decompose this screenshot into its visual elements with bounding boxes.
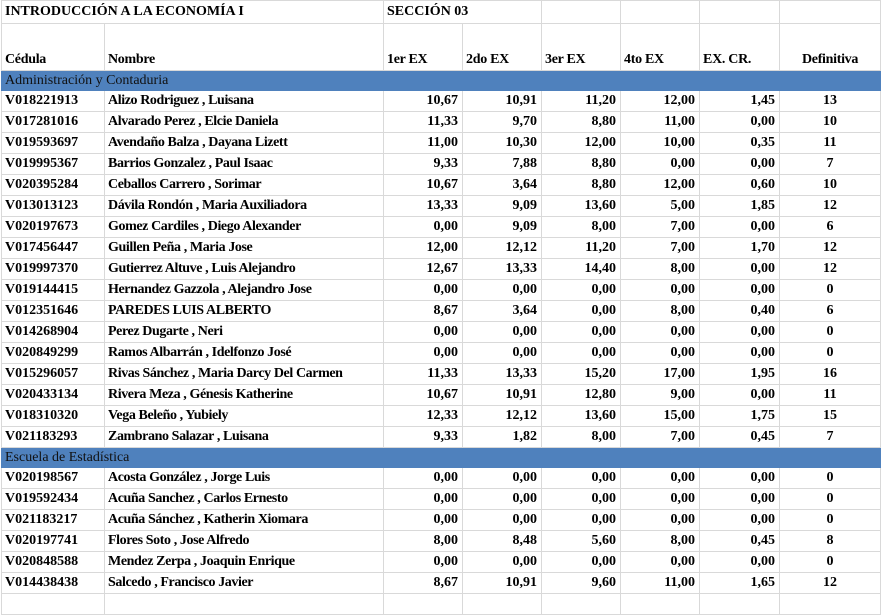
nombre-cell[interactable]: Guillen Peña , Maria Jose [105,238,384,259]
ex3-cell[interactable]: 0,00 [542,510,621,531]
ex4-cell[interactable]: 0,00 [621,280,700,301]
ex2-cell[interactable]: 12,12 [463,238,542,259]
ex4-cell[interactable]: 17,00 [621,364,700,385]
table-row [2,489,881,510]
ex3-cell[interactable]: 11,20 [542,91,621,112]
ex1-cell[interactable]: 11,33 [384,112,463,133]
excr-cell[interactable]: 0,00 [700,468,780,489]
nombre-cell[interactable]: Zambrano Salazar , Luisana [105,427,384,448]
table-row [2,385,881,406]
nombre-cell[interactable]: Rivera Meza , Génesis Katherine [105,385,384,406]
excr-cell[interactable]: 0,00 [700,385,780,406]
sheet-title[interactable]: INTRODUCCIÓN A LA ECONOMÍA I [2,1,384,24]
excr-cell[interactable]: 0,00 [700,112,780,133]
table-row [2,343,881,364]
empty-cell[interactable] [542,594,621,615]
definitiva-cell[interactable]: 13 [780,91,881,112]
header-ex1[interactable]: 1er EX [384,24,463,71]
ex3-cell[interactable]: 9,60 [542,573,621,594]
definitiva-cell[interactable]: 10 [780,112,881,133]
section-label[interactable]: Administración y Contaduria [2,71,881,91]
nombre-cell[interactable]: Dávila Rondón , Maria Auxiliadora [105,196,384,217]
nombre-cell[interactable]: Perez Dugarte , Neri [105,322,384,343]
ex3-cell[interactable]: 12,00 [542,133,621,154]
definitiva-cell[interactable]: 7 [780,427,881,448]
ex3-cell[interactable]: 13,60 [542,196,621,217]
header-excr[interactable]: EX. CR. [700,24,780,71]
table-row [2,510,881,531]
ex1-cell[interactable]: 0,00 [384,510,463,531]
excr-cell[interactable]: 0,00 [700,552,780,573]
header-definitiva[interactable]: Definitiva [780,24,881,71]
excr-cell[interactable]: 1,95 [700,364,780,385]
definitiva-cell[interactable]: 6 [780,301,881,322]
ex2-cell[interactable]: 9,09 [463,217,542,238]
cedula-cell[interactable]: V017456447 [2,238,105,259]
section-code[interactable]: SECCIÓN 03 [384,1,542,24]
ex2-cell[interactable]: 10,91 [463,91,542,112]
table-row [2,301,881,322]
ex4-cell[interactable]: 11,00 [621,112,700,133]
title-row [2,1,881,24]
ex4-cell[interactable]: 0,00 [621,468,700,489]
ex3-cell[interactable]: 0,00 [542,343,621,364]
table-row [2,154,881,175]
table-row [2,91,881,112]
definitiva-cell[interactable]: 12 [780,259,881,280]
definitiva-cell[interactable]: 11 [780,385,881,406]
definitiva-cell[interactable]: 8 [780,531,881,552]
table-row [2,427,881,448]
ex4-cell[interactable]: 12,00 [621,175,700,196]
table-row [2,322,881,343]
ex2-cell[interactable]: 0,00 [463,489,542,510]
nombre-cell[interactable]: Alvarado Perez , Elcie Daniela [105,112,384,133]
header-ex4[interactable]: 4to EX [621,24,700,71]
ex2-cell[interactable]: 7,88 [463,154,542,175]
ex2-cell[interactable]: 3,64 [463,175,542,196]
empty-cell[interactable] [384,594,463,615]
ex2-cell[interactable]: 13,33 [463,364,542,385]
excr-cell[interactable]: 1,65 [700,573,780,594]
ex3-cell[interactable]: 13,60 [542,406,621,427]
ex3-cell[interactable]: 8,80 [542,154,621,175]
cedula-cell[interactable]: V013013123 [2,196,105,217]
cedula-cell[interactable]: V015296057 [2,364,105,385]
cedula-cell[interactable]: V018221913 [2,91,105,112]
cedula-cell[interactable]: V020848588 [2,552,105,573]
empty-cell[interactable] [542,1,621,24]
ex1-cell[interactable]: 12,00 [384,238,463,259]
table-row [2,133,881,154]
nombre-cell[interactable]: Gutierrez Altuve , Luis Alejandro [105,259,384,280]
ex1-cell[interactable]: 0,00 [384,468,463,489]
ex1-cell[interactable]: 9,33 [384,427,463,448]
table-row [2,364,881,385]
ex1-cell[interactable]: 12,67 [384,259,463,280]
definitiva-cell[interactable]: 16 [780,364,881,385]
ex4-cell[interactable]: 0,00 [621,322,700,343]
cedula-cell[interactable]: V014268904 [2,322,105,343]
table-row [2,552,881,573]
excr-cell[interactable]: 1,45 [700,91,780,112]
cedula-cell[interactable]: V019995367 [2,154,105,175]
ex3-cell[interactable]: 8,00 [542,427,621,448]
nombre-cell[interactable]: Avendaño Balza , Dayana Lizett [105,133,384,154]
excr-cell[interactable]: 0,00 [700,322,780,343]
nombre-cell[interactable]: Mendez Zerpa , Joaquin Enrique [105,552,384,573]
ex4-cell[interactable]: 8,00 [621,531,700,552]
cedula-cell[interactable]: V018310320 [2,406,105,427]
cedula-cell[interactable]: V019144415 [2,280,105,301]
header-cedula[interactable]: Cédula [2,24,105,71]
table-row [2,280,881,301]
ex3-cell[interactable]: 0,00 [542,301,621,322]
ex2-cell[interactable]: 13,33 [463,259,542,280]
ex3-cell[interactable]: 0,00 [542,489,621,510]
table-row [2,196,881,217]
ex1-cell[interactable]: 10,67 [384,175,463,196]
section-label[interactable]: Escuela de Estadística [2,448,881,468]
header-row [2,24,881,71]
ex2-cell[interactable]: 0,00 [463,322,542,343]
excr-cell[interactable]: 0,40 [700,301,780,322]
ex4-cell[interactable]: 0,00 [621,343,700,364]
nombre-cell[interactable]: Acuña Sánchez , Katherin Xiomara [105,510,384,531]
cedula-cell[interactable]: V020197741 [2,531,105,552]
table-row [2,531,881,552]
ex4-cell[interactable]: 8,00 [621,259,700,280]
ex2-cell[interactable]: 10,91 [463,573,542,594]
ex1-cell[interactable]: 12,33 [384,406,463,427]
header-ex2[interactable]: 2do EX [463,24,542,71]
definitiva-cell[interactable]: 0 [780,280,881,301]
definitiva-cell[interactable]: 10 [780,175,881,196]
ex1-cell[interactable]: 10,67 [384,385,463,406]
ex2-cell[interactable]: 1,82 [463,427,542,448]
excr-cell[interactable]: 0,45 [700,427,780,448]
cedula-cell[interactable]: V020849299 [2,343,105,364]
cedula-cell[interactable]: V019592434 [2,489,105,510]
excr-cell[interactable]: 0,35 [700,133,780,154]
header-ex3[interactable]: 3er EX [542,24,621,71]
empty-cell[interactable] [105,594,384,615]
ex1-cell[interactable]: 0,00 [384,552,463,573]
empty-cell[interactable] [780,1,881,24]
ex3-cell[interactable]: 0,00 [542,322,621,343]
ex4-cell[interactable]: 11,00 [621,573,700,594]
excr-cell[interactable]: 0,60 [700,175,780,196]
definitiva-cell[interactable]: 0 [780,489,881,510]
definitiva-cell[interactable]: 12 [780,196,881,217]
ex3-cell[interactable]: 15,20 [542,364,621,385]
nombre-cell[interactable]: Flores Soto , Jose Alfredo [105,531,384,552]
definitiva-cell[interactable]: 6 [780,217,881,238]
ex1-cell[interactable]: 0,00 [384,322,463,343]
ex1-cell[interactable]: 0,00 [384,489,463,510]
excr-cell[interactable]: 0,00 [700,217,780,238]
ex1-cell[interactable]: 0,00 [384,343,463,364]
ex1-cell[interactable]: 11,00 [384,133,463,154]
ex4-cell[interactable]: 8,00 [621,301,700,322]
excr-cell[interactable]: 0,00 [700,280,780,301]
table-row [2,112,881,133]
nombre-cell[interactable]: Gomez Cardiles , Diego Alexander [105,217,384,238]
grades-spreadsheet [1,0,881,615]
table-row [2,238,881,259]
definitiva-cell[interactable]: 0 [780,552,881,573]
ex1-cell[interactable]: 0,00 [384,280,463,301]
ex2-cell[interactable]: 8,48 [463,531,542,552]
ex4-cell[interactable]: 0,00 [621,552,700,573]
table-row [2,217,881,238]
table-row [2,573,881,594]
empty-cell[interactable] [621,594,700,615]
nombre-cell[interactable]: Alizo Rodriguez , Luisana [105,91,384,112]
ex4-cell[interactable]: 0,00 [621,489,700,510]
cedula-cell[interactable]: V020433134 [2,385,105,406]
nombre-cell[interactable]: Acosta González , Jorge Luis [105,468,384,489]
excr-cell[interactable]: 0,00 [700,489,780,510]
ex3-cell[interactable]: 0,00 [542,280,621,301]
empty-cell[interactable] [621,1,700,24]
ex3-cell[interactable]: 8,80 [542,175,621,196]
empty-cell[interactable] [700,594,780,615]
empty-row [2,594,881,615]
ex1-cell[interactable]: 8,00 [384,531,463,552]
cedula-cell[interactable]: V020197673 [2,217,105,238]
excr-cell[interactable]: 0,00 [700,510,780,531]
cedula-cell[interactable]: V020198567 [2,468,105,489]
ex2-cell[interactable]: 10,91 [463,385,542,406]
ex4-cell[interactable]: 15,00 [621,406,700,427]
empty-cell[interactable] [780,594,881,615]
section-row [2,448,881,468]
ex4-cell[interactable]: 0,00 [621,510,700,531]
ex3-cell[interactable]: 5,60 [542,531,621,552]
definitiva-cell[interactable]: 11 [780,133,881,154]
table-row [2,406,881,427]
ex2-cell[interactable]: 9,70 [463,112,542,133]
empty-cell[interactable] [463,594,542,615]
ex1-cell[interactable]: 11,33 [384,364,463,385]
excr-cell[interactable]: 1,70 [700,238,780,259]
nombre-cell[interactable]: Vega Beleño , Yubiely [105,406,384,427]
header-nombre[interactable]: Nombre [105,24,384,71]
nombre-cell[interactable]: Rivas Sánchez , Maria Darcy Del Carmen [105,364,384,385]
definitiva-cell[interactable]: 7 [780,154,881,175]
ex1-cell[interactable]: 13,33 [384,196,463,217]
definitiva-cell[interactable]: 12 [780,238,881,259]
definitiva-cell[interactable]: 0 [780,468,881,489]
cedula-cell[interactable]: V021183293 [2,427,105,448]
table-row [2,175,881,196]
ex4-cell[interactable]: 5,00 [621,196,700,217]
nombre-cell[interactable]: Ceballos Carrero , Sorimar [105,175,384,196]
definitiva-cell[interactable]: 0 [780,322,881,343]
definitiva-cell[interactable]: 12 [780,573,881,594]
ex3-cell[interactable]: 14,40 [542,259,621,280]
ex2-cell[interactable]: 0,00 [463,468,542,489]
ex2-cell[interactable]: 10,30 [463,133,542,154]
ex4-cell[interactable]: 7,00 [621,217,700,238]
ex2-cell[interactable]: 3,64 [463,301,542,322]
excr-cell[interactable]: 0,00 [700,343,780,364]
ex2-cell[interactable]: 0,00 [463,343,542,364]
ex1-cell[interactable]: 0,00 [384,217,463,238]
empty-cell[interactable] [2,594,105,615]
cedula-cell[interactable]: V021183217 [2,510,105,531]
ex3-cell[interactable]: 8,00 [542,217,621,238]
empty-cell[interactable] [700,1,780,24]
definitiva-cell[interactable]: 0 [780,343,881,364]
section-row [2,71,881,91]
ex3-cell[interactable]: 0,00 [542,552,621,573]
nombre-cell[interactable]: Ramos Albarrán , Idelfonzo José [105,343,384,364]
ex4-cell[interactable]: 10,00 [621,133,700,154]
cedula-cell[interactable]: V019997370 [2,259,105,280]
ex4-cell[interactable]: 12,00 [621,91,700,112]
table-row [2,468,881,489]
cedula-cell[interactable]: V019593697 [2,133,105,154]
nombre-cell[interactable]: Hernandez Gazzola , Alejandro Jose [105,280,384,301]
ex2-cell[interactable]: 0,00 [463,280,542,301]
definitiva-cell[interactable]: 0 [780,510,881,531]
nombre-cell[interactable]: Barrios Gonzalez , Paul Isaac [105,154,384,175]
ex1-cell[interactable]: 8,67 [384,301,463,322]
cedula-cell[interactable]: V012351646 [2,301,105,322]
ex2-cell[interactable]: 0,00 [463,552,542,573]
ex4-cell[interactable]: 9,00 [621,385,700,406]
cedula-cell[interactable]: V020395284 [2,175,105,196]
ex1-cell[interactable]: 9,33 [384,154,463,175]
ex4-cell[interactable]: 0,00 [621,154,700,175]
ex3-cell[interactable]: 8,80 [542,112,621,133]
excr-cell[interactable]: 0,00 [700,259,780,280]
nombre-cell[interactable]: Salcedo , Francisco Javier [105,573,384,594]
nombre-cell[interactable]: Acuña Sanchez , Carlos Ernesto [105,489,384,510]
ex2-cell[interactable]: 0,00 [463,510,542,531]
ex3-cell[interactable]: 12,80 [542,385,621,406]
ex3-cell[interactable]: 0,00 [542,468,621,489]
ex2-cell[interactable]: 9,09 [463,196,542,217]
ex4-cell[interactable]: 7,00 [621,238,700,259]
excr-cell[interactable]: 0,00 [700,154,780,175]
definitiva-cell[interactable]: 15 [780,406,881,427]
cedula-cell[interactable]: V014438438 [2,573,105,594]
ex3-cell[interactable]: 11,20 [542,238,621,259]
excr-cell[interactable]: 0,45 [700,531,780,552]
ex2-cell[interactable]: 12,12 [463,406,542,427]
ex4-cell[interactable]: 7,00 [621,427,700,448]
ex1-cell[interactable]: 10,67 [384,91,463,112]
ex1-cell[interactable]: 8,67 [384,573,463,594]
cedula-cell[interactable]: V017281016 [2,112,105,133]
nombre-cell[interactable]: PAREDES LUIS ALBERTO [105,301,384,322]
excr-cell[interactable]: 1,75 [700,406,780,427]
table-row [2,259,881,280]
excr-cell[interactable]: 1,85 [700,196,780,217]
